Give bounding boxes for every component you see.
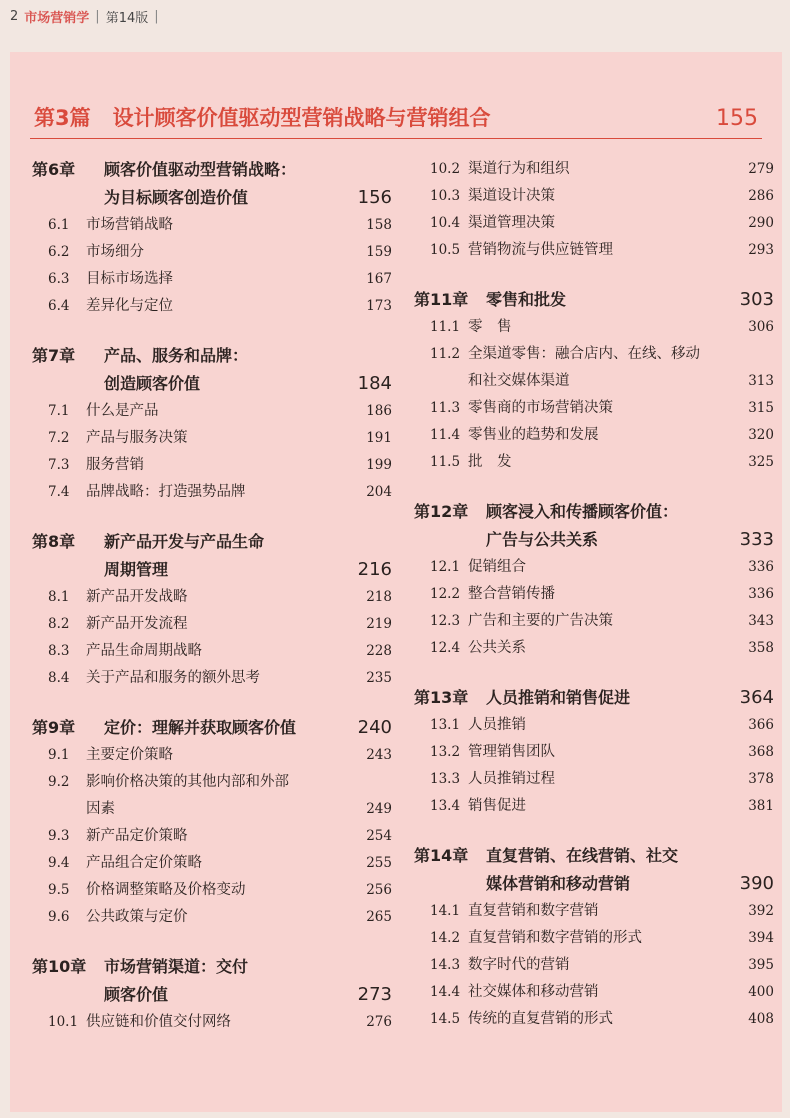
section-title: 什么是产品 [86, 403, 159, 419]
section-title: 产品与服务决策 [86, 430, 188, 446]
section-number: 6.2 [48, 244, 70, 260]
chapter-heading-row [32, 528, 392, 556]
section-number: 8.1 [48, 589, 70, 605]
section-number: 6.4 [48, 298, 70, 314]
chapter-title: 顾客价值驱动型营销战略： [104, 160, 297, 179]
part-rule [30, 138, 762, 139]
section-number: 13.3 [430, 771, 461, 787]
section-row [32, 452, 392, 479]
chapter-page: 240 [357, 717, 392, 738]
chapter-heading-row [414, 684, 774, 712]
section-number: 10.3 [430, 188, 461, 204]
section-number: 10.1 [48, 1014, 79, 1030]
section-page: 235 [366, 670, 392, 686]
section-title: 供应链和价值交付网络 [86, 1014, 231, 1030]
section-page: 249 [366, 801, 392, 817]
section-row [414, 581, 774, 608]
section-title: 目标市场选择 [86, 271, 173, 287]
section-page: 336 [748, 559, 774, 575]
section-row [32, 212, 392, 239]
section-number: 13.4 [430, 798, 461, 814]
chapter-heading-row [414, 870, 774, 898]
chapter-page: 333 [739, 529, 774, 550]
section-row [32, 665, 392, 692]
section-title: 零 售 [468, 319, 512, 335]
section-title: 人员推销 [468, 717, 526, 733]
section-title: 因素 [86, 801, 115, 817]
chapter-label: 第9章 [32, 718, 76, 737]
section-title: 产品生命周期战略 [86, 643, 202, 659]
chapter-title: 零售和批发 [486, 290, 567, 309]
chapter-title: 顾客价值 [104, 985, 169, 1004]
section-title: 直复营销和数字营销的形式 [468, 930, 642, 946]
chapter-label: 第14章 [414, 846, 469, 865]
section-number: 8.2 [48, 616, 70, 632]
section-number: 9.5 [48, 882, 70, 898]
section-number: 6.1 [48, 217, 70, 233]
separator: | [95, 8, 100, 24]
section-page: 381 [748, 798, 774, 814]
section-number: 9.2 [48, 774, 70, 790]
chapter-title: 顾客浸入和传播顾客价值： [486, 502, 679, 521]
section-title: 全渠道零售：融合店内、在线、移动 [468, 346, 700, 362]
chapter-heading-row [32, 370, 392, 398]
page-number: 2 [10, 8, 19, 24]
section-page: 336 [748, 586, 774, 602]
section-title: 促销组合 [468, 559, 526, 575]
section-number: 10.5 [430, 242, 461, 258]
section-page: 228 [366, 643, 392, 659]
section-number: 12.4 [430, 640, 461, 656]
chapter-label: 第13章 [414, 688, 469, 707]
section-page: 366 [748, 717, 774, 733]
section-number: 9.1 [48, 747, 70, 763]
section-number: 7.4 [48, 484, 70, 500]
chapter-block [32, 156, 392, 320]
section-row [32, 611, 392, 638]
chapter-heading-row [414, 526, 774, 554]
section-row [414, 422, 774, 449]
section-title: 渠道管理决策 [468, 215, 555, 231]
section-number: 6.3 [48, 271, 70, 287]
section-page: 199 [366, 457, 392, 473]
section-title: 批 发 [468, 454, 512, 470]
section-row [32, 479, 392, 506]
section-title: 新产品开发战略 [86, 589, 188, 605]
section-row [32, 1009, 392, 1036]
chapter-block [414, 498, 774, 662]
chapter-title: 为目标顾客创造价值 [104, 188, 249, 207]
toc-column-left [32, 156, 392, 1058]
section-row [32, 850, 392, 877]
chapter-title: 广告与公共关系 [486, 530, 599, 549]
section-title: 传统的直复营销的形式 [468, 1011, 613, 1027]
chapter-page: 216 [357, 559, 392, 580]
section-title: 和社交媒体渠道 [468, 373, 570, 389]
section-page: 325 [748, 454, 774, 470]
section-row [32, 823, 392, 850]
section-page: 204 [366, 484, 392, 500]
section-title: 零售业的趋势和发展 [468, 427, 599, 443]
section-number: 7.2 [48, 430, 70, 446]
section-number: 13.1 [430, 717, 461, 733]
section-page: 293 [748, 242, 774, 258]
section-title: 直复营销和数字营销 [468, 903, 599, 919]
section-row [414, 712, 774, 739]
section-number: 11.1 [430, 319, 461, 335]
chapter-heading-row [32, 156, 392, 184]
section-row [32, 796, 392, 823]
section-number: 11.2 [430, 346, 461, 362]
section-number: 14.4 [430, 984, 461, 1000]
toc-panel [10, 52, 782, 1112]
section-page: 276 [366, 1014, 392, 1030]
section-title: 主要定价策略 [86, 747, 173, 763]
section-number: 14.3 [430, 957, 461, 973]
chapter-block [414, 286, 774, 476]
section-title: 人员推销过程 [468, 771, 555, 787]
section-row [414, 925, 774, 952]
section-page: 279 [748, 161, 774, 177]
chapter-label: 第7章 [32, 346, 76, 365]
section-row [414, 183, 774, 210]
section-number: 12.3 [430, 613, 461, 629]
section-row [414, 449, 774, 476]
section-title: 整合营销传播 [468, 586, 555, 602]
chapter-title: 产品、服务和品牌： [104, 346, 249, 365]
chapter-title: 创造顾客价值 [104, 374, 201, 393]
section-page: 218 [366, 589, 392, 605]
section-page: 395 [748, 957, 774, 973]
section-page: 392 [748, 903, 774, 919]
chapter-page: 184 [357, 373, 392, 394]
section-page: 243 [366, 747, 392, 763]
section-row [414, 979, 774, 1006]
section-row [32, 398, 392, 425]
section-row [32, 904, 392, 931]
section-number: 14.2 [430, 930, 461, 946]
section-title: 影响价格决策的其他内部和外部 [86, 774, 289, 790]
chapter-title: 周期管理 [104, 560, 169, 579]
section-number: 9.6 [48, 909, 70, 925]
chapter-page: 273 [357, 984, 392, 1005]
section-number: 12.1 [430, 559, 461, 575]
chapter-label: 第10章 [32, 957, 87, 976]
section-row [32, 239, 392, 266]
section-page: 408 [748, 1011, 774, 1027]
section-page: 167 [366, 271, 392, 287]
section-row [414, 237, 774, 264]
chapter-title: 新产品开发与产品生命 [104, 532, 265, 551]
section-row [32, 584, 392, 611]
section-title: 渠道行为和组织 [468, 161, 570, 177]
section-title: 管理销售团队 [468, 744, 555, 760]
section-row [32, 877, 392, 904]
section-page: 313 [748, 373, 774, 389]
section-title: 渠道设计决策 [468, 188, 555, 204]
section-title: 零售商的市场营销决策 [468, 400, 613, 416]
chapter-page: 156 [357, 187, 392, 208]
chapter-title: 定价：理解并获取顾客价值 [104, 718, 297, 737]
chapter-label: 第12章 [414, 502, 469, 521]
section-number: 7.3 [48, 457, 70, 473]
section-page: 378 [748, 771, 774, 787]
section-page: 400 [748, 984, 774, 1000]
section-title: 公共政策与定价 [86, 909, 188, 925]
chapter-heading-row [32, 953, 392, 981]
part-title: 设计顾客价值驱动型营销战略与营销组合 [112, 106, 491, 130]
chapter-block [414, 842, 774, 1033]
section-number: 9.4 [48, 855, 70, 871]
section-page: 255 [366, 855, 392, 871]
chapter-page: 390 [739, 873, 774, 894]
section-page: 315 [748, 400, 774, 416]
chapter-title: 直复营销、在线营销、社交 [486, 846, 679, 865]
section-row [414, 766, 774, 793]
chapter-heading-row [414, 842, 774, 870]
section-title: 广告和主要的广告决策 [468, 613, 613, 629]
chapter-label: 第11章 [414, 290, 469, 309]
toc-column-right [414, 156, 774, 1055]
section-title: 品牌战略：打造强势品牌 [86, 484, 246, 500]
chapter-heading-row [32, 714, 392, 742]
section-row [414, 341, 774, 368]
section-row [414, 156, 774, 183]
section-title: 销售促进 [468, 798, 526, 814]
section-number: 7.1 [48, 403, 70, 419]
section-row [414, 793, 774, 820]
part-heading [34, 102, 758, 132]
section-row [414, 739, 774, 766]
section-number: 8.3 [48, 643, 70, 659]
chapter-block [32, 953, 392, 1036]
section-title: 市场细分 [86, 244, 144, 260]
section-row [414, 898, 774, 925]
section-page: 158 [366, 217, 392, 233]
section-page: 358 [748, 640, 774, 656]
section-title: 新产品开发流程 [86, 616, 188, 632]
section-title: 公共关系 [468, 640, 526, 656]
section-page: 290 [748, 215, 774, 231]
section-title: 价格调整策略及价格变动 [86, 882, 246, 898]
section-title: 产品组合定价策略 [86, 855, 202, 871]
chapter-label: 第6章 [32, 160, 76, 179]
section-number: 11.3 [430, 400, 461, 416]
section-page: 343 [748, 613, 774, 629]
section-row [32, 293, 392, 320]
chapter-block [32, 714, 392, 931]
section-row [32, 769, 392, 796]
section-number: 14.1 [430, 903, 461, 919]
section-title: 服务营销 [86, 457, 144, 473]
section-title: 营销物流与供应链管理 [468, 242, 613, 258]
chapter-heading-row [32, 184, 392, 212]
book-title: 市场营销学 [24, 10, 90, 26]
section-page: 256 [366, 882, 392, 898]
section-page: 306 [748, 319, 774, 335]
section-page: 394 [748, 930, 774, 946]
section-title: 社交媒体和移动营销 [468, 984, 599, 1000]
chapter-heading-row [32, 556, 392, 584]
section-number: 10.2 [430, 161, 461, 177]
section-page: 173 [366, 298, 392, 314]
chapter-page: 364 [739, 687, 774, 708]
section-title: 关于产品和服务的额外思考 [86, 670, 260, 686]
section-row [414, 314, 774, 341]
chapter-heading-row [414, 498, 774, 526]
chapter-title: 市场营销渠道：交付 [104, 957, 249, 976]
chapter-title: 人员推销和销售促进 [486, 688, 631, 707]
separator: | [154, 8, 159, 24]
section-number: 11.5 [430, 454, 461, 470]
section-row [414, 554, 774, 581]
section-number: 13.2 [430, 744, 461, 760]
part-label: 第3篇 [34, 106, 91, 130]
section-page: 254 [366, 828, 392, 844]
section-page: 286 [748, 188, 774, 204]
section-page: 219 [366, 616, 392, 632]
section-page: 368 [748, 744, 774, 760]
section-row [414, 635, 774, 662]
section-row [414, 952, 774, 979]
running-head [10, 6, 159, 26]
part-page: 155 [716, 106, 758, 131]
chapter-block [32, 342, 392, 506]
edition-label: 第14版 [105, 10, 149, 26]
section-row [414, 395, 774, 422]
section-title: 新产品定价策略 [86, 828, 188, 844]
section-page: 320 [748, 427, 774, 443]
section-number: 9.3 [48, 828, 70, 844]
chapter-heading-row [414, 286, 774, 314]
section-number: 10.4 [430, 215, 461, 231]
section-row [414, 608, 774, 635]
section-title: 市场营销战略 [86, 217, 173, 233]
section-number: 14.5 [430, 1011, 461, 1027]
section-row [414, 210, 774, 237]
section-page: 191 [366, 430, 392, 446]
chapter-block [414, 684, 774, 820]
section-title: 数字时代的营销 [468, 957, 570, 973]
section-number: 8.4 [48, 670, 70, 686]
chapter-block [32, 528, 392, 692]
section-row [414, 368, 774, 395]
section-row [32, 638, 392, 665]
section-number: 11.4 [430, 427, 461, 443]
section-number: 12.2 [430, 586, 461, 602]
chapter-label: 第8章 [32, 532, 76, 551]
section-row [32, 425, 392, 452]
chapter-title: 媒体营销和移动营销 [486, 874, 631, 893]
section-title: 差异化与定位 [86, 298, 173, 314]
section-page: 186 [366, 403, 392, 419]
section-row [32, 742, 392, 769]
chapter-page: 303 [739, 289, 774, 310]
section-page: 159 [366, 244, 392, 260]
chapter-heading-row [32, 981, 392, 1009]
chapter-heading-row [32, 342, 392, 370]
section-page: 265 [366, 909, 392, 925]
chapter-block [414, 156, 774, 264]
section-row [414, 1006, 774, 1033]
section-row [32, 266, 392, 293]
